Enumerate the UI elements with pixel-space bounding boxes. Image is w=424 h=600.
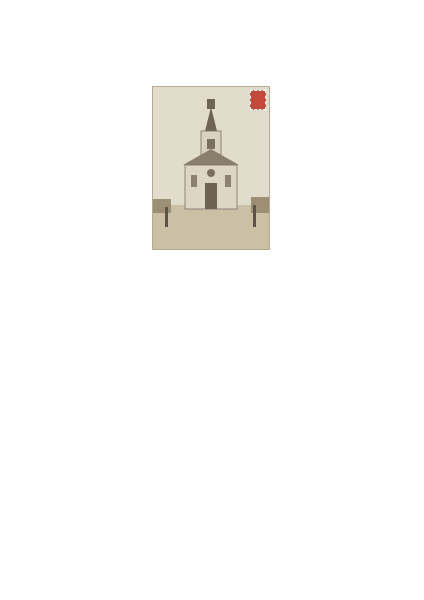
marriage-entries — [30, 284, 396, 596]
church-illustration — [153, 87, 269, 249]
church-photo — [152, 86, 270, 250]
postage-stamp-icon — [250, 90, 266, 110]
